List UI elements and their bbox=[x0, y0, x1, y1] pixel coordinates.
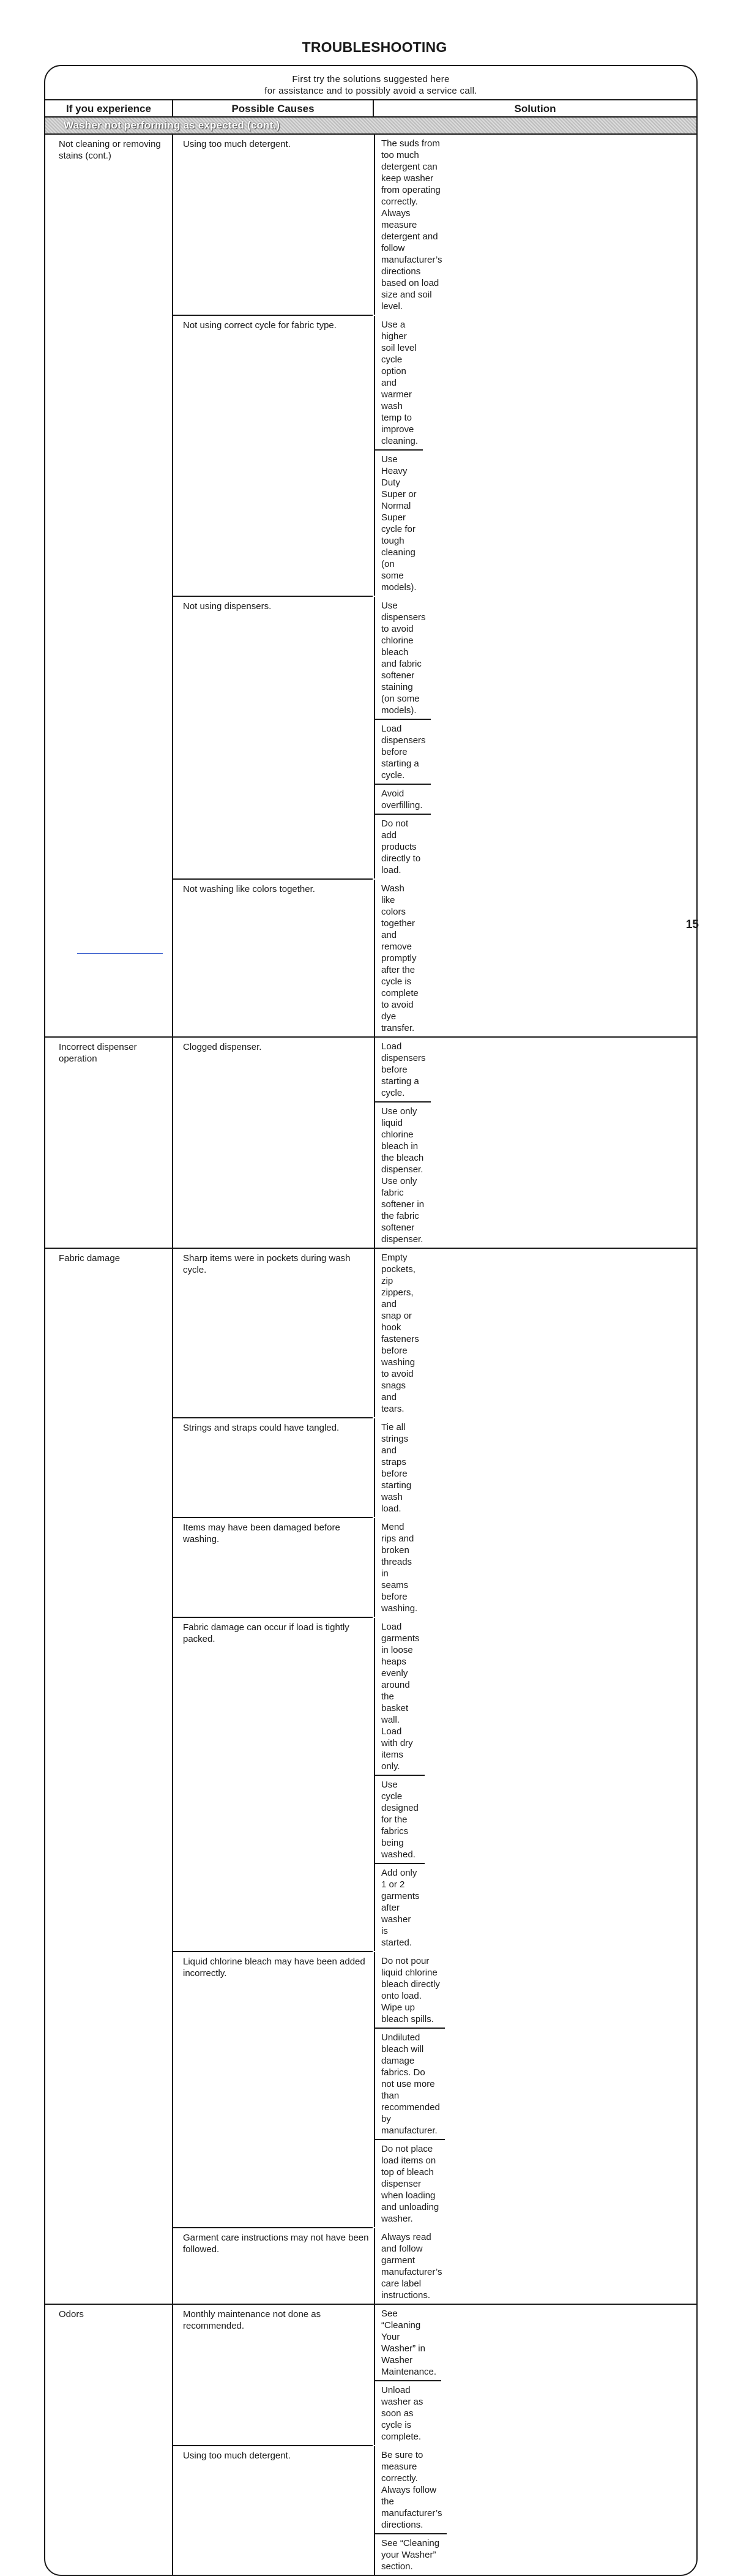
cause-cell: Items may have been damaged before washing. bbox=[183, 1522, 340, 1544]
solutions-column bbox=[374, 1518, 422, 1617]
solution-cell: Load garments in loose heaps evenly around the basket wall. Load with dry items only. bbox=[375, 1618, 425, 1776]
causes-column bbox=[172, 2305, 442, 2575]
cause-cell: Garment care instructions may not have been followed. bbox=[183, 2233, 369, 2255]
solution-cell: Use a higher soil level cycle option and warmer wash temp to improve cleaning. bbox=[375, 316, 423, 451]
solution-cell: Undiluted bleach will damage fabrics. Do not use more than recommended by manufacturer. bbox=[375, 2029, 445, 2140]
solutions-column bbox=[374, 1952, 445, 2227]
table-row bbox=[45, 2305, 696, 2575]
intro-line-1: First try the solutions suggested here bbox=[292, 74, 450, 84]
cause-cell: Using too much detergent. bbox=[183, 2451, 291, 2461]
experience-cell: Odors bbox=[59, 2309, 84, 2320]
solutions-column bbox=[374, 880, 423, 1036]
cause-cell: Monthly maintenance not done as recommended. bbox=[183, 2309, 321, 2331]
solution-cell: Load dispensers before starting a cycle. bbox=[375, 720, 431, 785]
solution-cell: Use cycle designed for the fabrics being washed. bbox=[375, 1776, 425, 1864]
solution-cell: Use Heavy Duty Super or Normal Super cycle for tough cleaning (on some models). bbox=[381, 454, 417, 593]
cause-row bbox=[173, 1249, 419, 1418]
cause-row bbox=[173, 1952, 440, 2228]
cause-row bbox=[173, 1038, 426, 1248]
cause-row bbox=[173, 135, 442, 316]
section-title-bar: Washer not performing as expected (cont.) bbox=[45, 116, 696, 135]
solution-cell: Wash like colors together and remove promptly after the cycle is complete to avoid dye transfer. bbox=[381, 883, 419, 1033]
cause-cell: Not washing like colors together. bbox=[183, 884, 315, 894]
solution-cell: Do not pour liquid chlorine bleach directly onto load. Wipe up bleach spills. bbox=[375, 1952, 445, 2029]
cause-cell: Clogged dispenser. bbox=[183, 1042, 262, 1052]
cause-cell: Liquid chlorine bleach may have been added incorrectly. bbox=[183, 1956, 365, 1979]
page-title: TROUBLESHOOTING bbox=[302, 39, 447, 55]
solution-cell: The suds from too much detergent can keep washer from operating correctly. Always measure detergent and follow manufacturer’s directions based on load size and soil level. bbox=[381, 138, 442, 312]
cause-cell: Using too much detergent. bbox=[183, 139, 291, 149]
solutions-column bbox=[374, 2228, 447, 2304]
solution-cell: Do not place load items on top of bleach dispenser when loading and unloading washer. bbox=[381, 2144, 439, 2224]
header-causes: Possible Causes bbox=[172, 100, 373, 116]
cause-row bbox=[173, 597, 426, 880]
solutions-column bbox=[374, 316, 423, 596]
causes-column bbox=[172, 1249, 442, 2304]
solution-cell: Mend rips and broken threads in seams before washing. bbox=[381, 1522, 418, 1614]
cause-cell: Strings and straps could have tangled. bbox=[183, 1423, 340, 1433]
solution-cell: Tie all strings and straps before starting wash load. bbox=[381, 1422, 412, 1514]
solution-cell: Avoid overfilling. bbox=[375, 785, 431, 815]
table-header bbox=[45, 99, 696, 116]
solutions-column bbox=[374, 2446, 447, 2575]
solution-cell: Unload washer as soon as cycle is complete. bbox=[381, 2385, 423, 2442]
solutions-column bbox=[374, 2305, 441, 2445]
cause-row bbox=[173, 1518, 418, 1618]
table-row bbox=[45, 1038, 696, 1249]
solutions-column bbox=[374, 597, 431, 878]
solution-cell: Add only 1 or 2 garments after washer is started. bbox=[381, 1868, 420, 1948]
intro-line-2: for assistance and to possibly avoid a service call. bbox=[264, 85, 477, 96]
cause-row bbox=[173, 1618, 420, 1952]
solutions-column bbox=[374, 1418, 416, 1517]
intro-text bbox=[45, 66, 696, 99]
causes-column bbox=[172, 135, 442, 1036]
solution-cell: See “Cleaning your Washer” section. bbox=[381, 2538, 440, 2572]
solution-cell: See “Cleaning Your Washer” in Washer Maintenance. bbox=[375, 2305, 441, 2381]
cause-row bbox=[173, 2446, 442, 2575]
cause-cell: Fabric damage can occur if load is tightly packed. bbox=[183, 1622, 349, 1644]
solution-cell: Always read and follow garment manufacturer’s care label instructions. bbox=[381, 2232, 442, 2301]
solution-cell: Empty pockets, zip zippers, and snap or hook fasteners before washing to avoid snags and tears. bbox=[381, 1252, 419, 1414]
solutions-column bbox=[374, 1249, 424, 1417]
solution-cell: Load dispensers before starting a cycle. bbox=[375, 1038, 431, 1103]
solutions-column bbox=[374, 1038, 431, 1248]
cause-cell: Not using correct cycle for fabric type. bbox=[183, 320, 337, 331]
solution-cell: Use dispensers to avoid chlorine bleach and fabric softener staining (on some models). bbox=[375, 597, 431, 720]
footer-rule bbox=[77, 953, 163, 954]
header-experience: If you experience bbox=[66, 103, 151, 114]
experience-cell: Fabric damage bbox=[59, 1253, 121, 1264]
solution-cell: Do not add products directly to load. bbox=[381, 818, 421, 875]
solution-cell: Use only liquid chlorine bleach in the bleach dispenser. Use only fabric softener in the fabric softener dispenser. bbox=[381, 1106, 425, 1245]
cause-row bbox=[173, 1418, 412, 1518]
cause-row bbox=[173, 880, 419, 1036]
cause-row bbox=[173, 316, 419, 597]
table-row bbox=[45, 1249, 696, 2305]
troubleshooting-table bbox=[44, 65, 698, 2576]
header-solution: Solution bbox=[373, 100, 696, 116]
causes-column bbox=[172, 1038, 426, 1248]
experience-cell: Incorrect dispenser operation bbox=[59, 1042, 137, 1064]
solutions-column bbox=[374, 1618, 425, 1951]
cause-cell: Sharp items were in pockets during wash cycle. bbox=[183, 1253, 351, 1275]
table-body bbox=[45, 135, 696, 2575]
cause-cell: Not using dispensers. bbox=[183, 601, 272, 612]
page-number: 15 bbox=[685, 918, 699, 931]
solution-cell: Be sure to measure correctly. Always follow the manufacturer’s directions. bbox=[375, 2446, 447, 2534]
table-row bbox=[45, 135, 696, 1038]
solutions-column bbox=[374, 135, 447, 315]
experience-cell: Not cleaning or removing stains (cont.) bbox=[59, 139, 161, 161]
cause-row bbox=[173, 2228, 442, 2304]
cause-row bbox=[173, 2305, 437, 2446]
